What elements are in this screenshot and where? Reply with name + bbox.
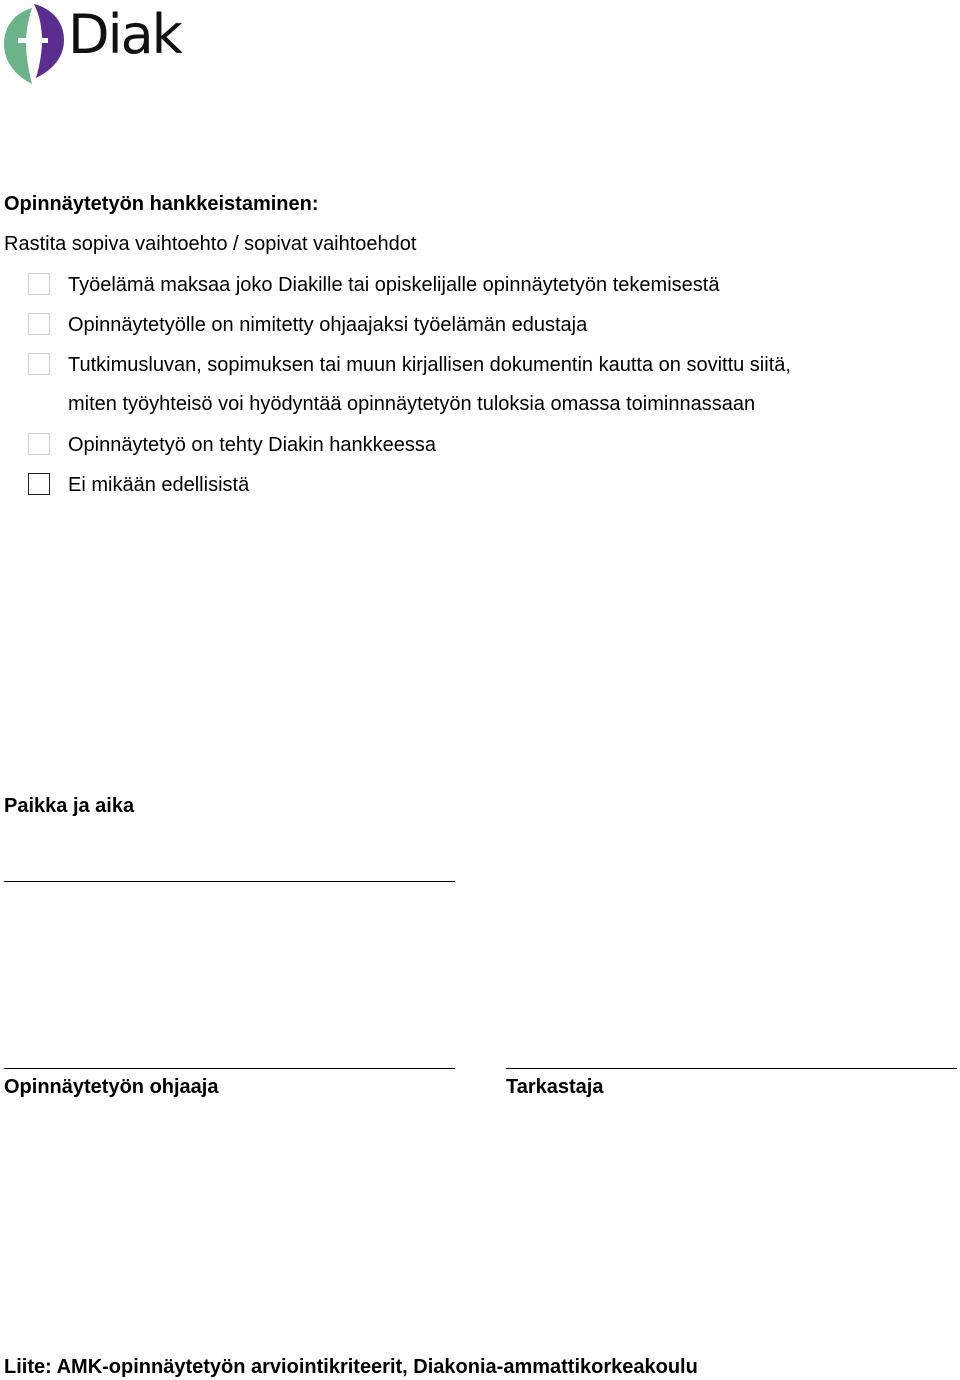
diak-logo-mark-icon	[2, 2, 68, 86]
option-label: Ei mikään edellisistä	[68, 474, 250, 496]
place-time-label: Paikka ja aika	[4, 795, 135, 817]
checkbox[interactable]	[28, 473, 50, 495]
checkbox[interactable]	[28, 313, 50, 335]
option-label: Tutkimusluvan, sopimuksen tai muun kirjallisen dokumentin kautta on sovittu siitä,	[68, 354, 791, 376]
diak-logo	[2, 2, 192, 86]
option-label: Opinnäytetyö on tehty Diakin hankkeessa	[68, 434, 436, 456]
supervisor-signature-line[interactable]	[4, 1068, 455, 1069]
instruction-text: Rastita sopiva vaihtoehto / sopivat vaihtoehdot	[4, 233, 417, 255]
checkbox[interactable]	[28, 273, 50, 295]
supervisor-label: Opinnäytetyön ohjaaja	[4, 1076, 219, 1098]
logo-wordmark: Diak	[68, 3, 181, 66]
footer-text: Liite: AMK-opinnäytetyön arviointikriteerit, Diakonia-ammattikorkeakoulu	[4, 1356, 698, 1378]
section-title: Opinnäytetyön hankkeistaminen:	[4, 193, 319, 215]
reviewer-label: Tarkastaja	[506, 1076, 604, 1098]
option-label: Työelämä maksaa joko Diakille tai opiskelijalle opinnäytetyön tekemisestä	[68, 274, 720, 296]
option-label: Opinnäytetyölle on nimitetty ohjaajaksi työelämän edustaja	[68, 314, 588, 336]
option-label-continuation: miten työyhteisö voi hyödyntää opinnäytetyön tuloksia omassa toiminnassaan	[68, 393, 756, 415]
checkbox[interactable]	[28, 353, 50, 375]
place-time-line[interactable]	[4, 881, 455, 882]
checkbox[interactable]	[28, 433, 50, 455]
reviewer-signature-line[interactable]	[506, 1068, 957, 1069]
